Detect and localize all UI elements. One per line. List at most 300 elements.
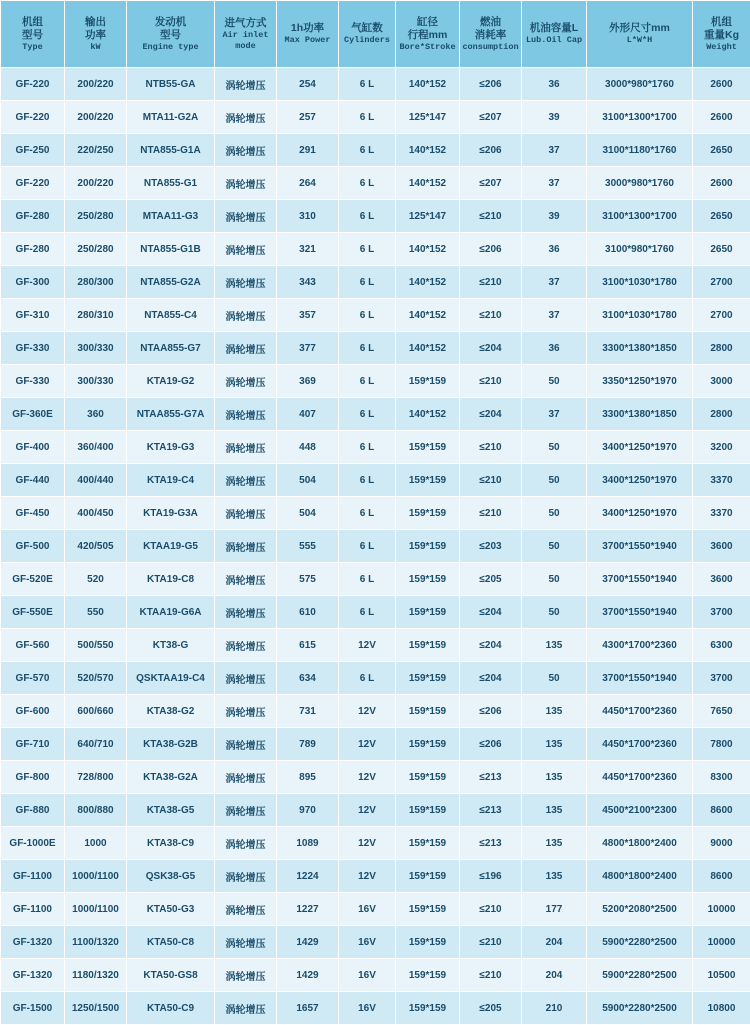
table-body (1, 68, 750, 1025)
cell-type: GF-330 (1, 365, 65, 398)
table-row (1, 893, 750, 926)
cell-engine-type: QSKTAA19-C4 (127, 662, 215, 695)
cell-bore-stroke: 140*152 (396, 299, 460, 332)
cell-output-power: 360/400 (65, 431, 127, 464)
cell-air-inlet-mode: 涡轮增压 (215, 68, 277, 101)
cell-type: GF-570 (1, 662, 65, 695)
cell-air-inlet-mode: 涡轮增压 (215, 530, 277, 563)
cell-max-power: 407 (277, 398, 339, 431)
table-row (1, 398, 750, 431)
column-header-air-inlet-mode (215, 1, 277, 68)
cell-weight: 3600 (693, 563, 750, 596)
cell-air-inlet-mode: 涡轮增压 (215, 299, 277, 332)
table-row (1, 530, 750, 563)
cell-bore-stroke: 140*152 (396, 233, 460, 266)
cell-dimensions: 3350*1250*1970 (587, 365, 693, 398)
cell-dimensions: 3700*1550*1940 (587, 662, 693, 695)
cell-weight: 7650 (693, 695, 750, 728)
cell-air-inlet-mode: 涡轮增压 (215, 266, 277, 299)
cell-cylinders: 12V (339, 827, 396, 860)
cell-bore-stroke: 159*159 (396, 827, 460, 860)
cell-cylinders: 16V (339, 893, 396, 926)
cell-air-inlet-mode: 涡轮增压 (215, 167, 277, 200)
column-header-lube-oil-capacity (522, 1, 587, 68)
cell-max-power: 895 (277, 761, 339, 794)
table-row (1, 431, 750, 464)
cell-type: GF-710 (1, 728, 65, 761)
cell-dimensions: 4300*1700*2360 (587, 629, 693, 662)
table-row (1, 299, 750, 332)
cell-fuel-consumption: ≤204 (460, 662, 522, 695)
cell-max-power: 254 (277, 68, 339, 101)
cell-lube-oil-capacity: 37 (522, 398, 587, 431)
cell-weight: 6300 (693, 629, 750, 662)
column-header-weight (693, 1, 750, 68)
cell-output-power: 360 (65, 398, 127, 431)
cell-bore-stroke: 159*159 (396, 464, 460, 497)
cell-dimensions: 3100*1180*1760 (587, 134, 693, 167)
cell-type: GF-1320 (1, 959, 65, 992)
cell-lube-oil-capacity: 135 (522, 761, 587, 794)
header-cn-line2: 重量Kg (694, 29, 749, 42)
cell-lube-oil-capacity: 37 (522, 266, 587, 299)
cell-dimensions: 4800*1800*2400 (587, 827, 693, 860)
header-cn-line1: 输出 (66, 16, 125, 29)
cell-bore-stroke: 140*152 (396, 134, 460, 167)
cell-cylinders: 6 L (339, 299, 396, 332)
header-cn-line1: 1h功率 (278, 22, 337, 35)
cell-type: GF-330 (1, 332, 65, 365)
cell-cylinders: 6 L (339, 68, 396, 101)
cell-air-inlet-mode: 涡轮增压 (215, 233, 277, 266)
table-row (1, 200, 750, 233)
header-en: Weight (694, 42, 749, 53)
cell-fuel-consumption: ≤210 (460, 299, 522, 332)
cell-dimensions: 4450*1700*2360 (587, 728, 693, 761)
header-en: L*W*H (588, 35, 691, 46)
cell-fuel-consumption: ≤196 (460, 860, 522, 893)
cell-air-inlet-mode: 涡轮增压 (215, 596, 277, 629)
cell-dimensions: 3100*1030*1780 (587, 266, 693, 299)
cell-engine-type: NTA855-G1B (127, 233, 215, 266)
column-header-fuel-consumption (460, 1, 522, 68)
cell-engine-type: KTA19-C4 (127, 464, 215, 497)
cell-weight: 3700 (693, 596, 750, 629)
header-cn-line1: 进气方式 (216, 17, 275, 30)
cell-lube-oil-capacity: 36 (522, 332, 587, 365)
cell-cylinders: 6 L (339, 464, 396, 497)
table-row (1, 497, 750, 530)
cell-lube-oil-capacity: 37 (522, 299, 587, 332)
cell-lube-oil-capacity: 135 (522, 794, 587, 827)
header-en: kW (66, 42, 125, 53)
cell-engine-type: KTA50-GS8 (127, 959, 215, 992)
column-header-max-power (277, 1, 339, 68)
cell-bore-stroke: 159*159 (396, 893, 460, 926)
cell-max-power: 321 (277, 233, 339, 266)
cell-max-power: 343 (277, 266, 339, 299)
column-header-engine-type (127, 1, 215, 68)
cell-output-power: 250/280 (65, 233, 127, 266)
cell-bore-stroke: 140*152 (396, 398, 460, 431)
cell-air-inlet-mode: 涡轮增压 (215, 827, 277, 860)
cell-lube-oil-capacity: 177 (522, 893, 587, 926)
cell-type: GF-1100 (1, 893, 65, 926)
header-cn-line2: 功率 (66, 29, 125, 42)
cell-dimensions: 4800*1800*2400 (587, 860, 693, 893)
cell-air-inlet-mode: 涡轮增压 (215, 134, 277, 167)
cell-lube-oil-capacity: 50 (522, 563, 587, 596)
cell-weight: 9000 (693, 827, 750, 860)
cell-dimensions: 3000*980*1760 (587, 68, 693, 101)
cell-weight: 10800 (693, 992, 750, 1025)
cell-fuel-consumption: ≤206 (460, 728, 522, 761)
table-row (1, 695, 750, 728)
cell-output-power: 200/220 (65, 167, 127, 200)
cell-dimensions: 3300*1380*1850 (587, 332, 693, 365)
table-row (1, 926, 750, 959)
cell-type: GF-440 (1, 464, 65, 497)
cell-output-power: 400/450 (65, 497, 127, 530)
table-row (1, 761, 750, 794)
header-cn-line2: 型号 (128, 29, 213, 42)
header-cn-line1: 燃油 (461, 16, 520, 29)
cell-fuel-consumption: ≤210 (460, 893, 522, 926)
cell-engine-type: KTA19-G2 (127, 365, 215, 398)
cell-max-power: 970 (277, 794, 339, 827)
cell-weight: 8600 (693, 860, 750, 893)
cell-weight: 2600 (693, 101, 750, 134)
cell-output-power: 520 (65, 563, 127, 596)
cell-air-inlet-mode: 涡轮增压 (215, 728, 277, 761)
cell-fuel-consumption: ≤213 (460, 794, 522, 827)
cell-lube-oil-capacity: 36 (522, 233, 587, 266)
table-row (1, 992, 750, 1025)
cell-bore-stroke: 159*159 (396, 596, 460, 629)
cell-max-power: 504 (277, 497, 339, 530)
table-row (1, 464, 750, 497)
table-row (1, 629, 750, 662)
header-en: Max Power (278, 35, 337, 46)
cell-dimensions: 3100*1030*1780 (587, 299, 693, 332)
cell-bore-stroke: 159*159 (396, 959, 460, 992)
cell-engine-type: KTA19-C8 (127, 563, 215, 596)
table-head (1, 1, 750, 68)
cell-weight: 10000 (693, 893, 750, 926)
cell-type: GF-280 (1, 233, 65, 266)
cell-air-inlet-mode: 涡轮增压 (215, 761, 277, 794)
cell-engine-type: KTA38-G2A (127, 761, 215, 794)
cell-max-power: 1227 (277, 893, 339, 926)
cell-engine-type: KTA19-G3 (127, 431, 215, 464)
cell-cylinders: 16V (339, 992, 396, 1025)
cell-dimensions: 3700*1550*1940 (587, 596, 693, 629)
cell-weight: 3700 (693, 662, 750, 695)
cell-bore-stroke: 159*159 (396, 662, 460, 695)
column-header-dimensions (587, 1, 693, 68)
cell-fuel-consumption: ≤204 (460, 629, 522, 662)
cell-fuel-consumption: ≤210 (460, 959, 522, 992)
column-header-bore-stroke (396, 1, 460, 68)
cell-bore-stroke: 125*147 (396, 200, 460, 233)
cell-type: GF-310 (1, 299, 65, 332)
header-en: Type (2, 42, 63, 53)
table-row (1, 101, 750, 134)
cell-output-power: 1180/1320 (65, 959, 127, 992)
cell-lube-oil-capacity: 50 (522, 662, 587, 695)
cell-air-inlet-mode: 涡轮增压 (215, 860, 277, 893)
cell-fuel-consumption: ≤206 (460, 695, 522, 728)
cell-fuel-consumption: ≤204 (460, 332, 522, 365)
table-row (1, 563, 750, 596)
cell-dimensions: 5200*2080*2500 (587, 893, 693, 926)
cell-weight: 2700 (693, 299, 750, 332)
cell-output-power: 400/440 (65, 464, 127, 497)
cell-engine-type: NTA855-G2A (127, 266, 215, 299)
cell-cylinders: 12V (339, 695, 396, 728)
cell-fuel-consumption: ≤206 (460, 233, 522, 266)
cell-engine-type: NTA855-G1A (127, 134, 215, 167)
header-cn-line1: 气缸数 (340, 22, 394, 35)
cell-cylinders: 12V (339, 794, 396, 827)
cell-max-power: 504 (277, 464, 339, 497)
cell-output-power: 600/660 (65, 695, 127, 728)
cell-weight: 2650 (693, 233, 750, 266)
cell-max-power: 1089 (277, 827, 339, 860)
header-cn-line2: 型号 (2, 29, 63, 42)
cell-cylinders: 12V (339, 629, 396, 662)
cell-fuel-consumption: ≤210 (460, 926, 522, 959)
cell-dimensions: 3400*1250*1970 (587, 497, 693, 530)
cell-engine-type: KTA38-G2 (127, 695, 215, 728)
cell-lube-oil-capacity: 135 (522, 860, 587, 893)
cell-fuel-consumption: ≤205 (460, 992, 522, 1025)
cell-output-power: 420/505 (65, 530, 127, 563)
cell-type: GF-450 (1, 497, 65, 530)
cell-lube-oil-capacity: 210 (522, 992, 587, 1025)
cell-engine-type: NTA855-C4 (127, 299, 215, 332)
cell-output-power: 500/550 (65, 629, 127, 662)
cell-engine-type: KTA38-C9 (127, 827, 215, 860)
cell-engine-type: KTAA19-G6A (127, 596, 215, 629)
cell-engine-type: QSK38-G5 (127, 860, 215, 893)
cell-dimensions: 5900*2280*2500 (587, 926, 693, 959)
cell-output-power: 550 (65, 596, 127, 629)
cell-type: GF-600 (1, 695, 65, 728)
cell-bore-stroke: 159*159 (396, 794, 460, 827)
cell-lube-oil-capacity: 37 (522, 134, 587, 167)
cell-output-power: 220/250 (65, 134, 127, 167)
cell-weight: 2650 (693, 200, 750, 233)
cell-bore-stroke: 140*152 (396, 332, 460, 365)
cell-max-power: 264 (277, 167, 339, 200)
cell-type: GF-1500 (1, 992, 65, 1025)
table-row (1, 794, 750, 827)
cell-cylinders: 12V (339, 761, 396, 794)
cell-dimensions: 3100*1300*1700 (587, 101, 693, 134)
cell-cylinders: 6 L (339, 398, 396, 431)
cell-dimensions: 3400*1250*1970 (587, 464, 693, 497)
cell-output-power: 1100/1320 (65, 926, 127, 959)
cell-dimensions: 3400*1250*1970 (587, 431, 693, 464)
cell-air-inlet-mode: 涡轮增压 (215, 992, 277, 1025)
cell-dimensions: 3300*1380*1850 (587, 398, 693, 431)
cell-type: GF-220 (1, 101, 65, 134)
cell-bore-stroke: 159*159 (396, 992, 460, 1025)
cell-type: GF-500 (1, 530, 65, 563)
table-row (1, 827, 750, 860)
header-en: consumption (461, 42, 520, 53)
cell-engine-type: KTA38-G2B (127, 728, 215, 761)
cell-engine-type: KTA50-C9 (127, 992, 215, 1025)
cell-max-power: 1224 (277, 860, 339, 893)
cell-engine-type: KTA38-G5 (127, 794, 215, 827)
cell-type: GF-1000E (1, 827, 65, 860)
cell-max-power: 369 (277, 365, 339, 398)
cell-max-power: 555 (277, 530, 339, 563)
cell-bore-stroke: 159*159 (396, 629, 460, 662)
cell-cylinders: 6 L (339, 332, 396, 365)
column-header-output-power (65, 1, 127, 68)
cell-fuel-consumption: ≤204 (460, 596, 522, 629)
cell-lube-oil-capacity: 135 (522, 827, 587, 860)
cell-max-power: 257 (277, 101, 339, 134)
cell-fuel-consumption: ≤207 (460, 101, 522, 134)
column-header-cylinders (339, 1, 396, 68)
cell-type: GF-300 (1, 266, 65, 299)
cell-engine-type: NTA855-G1 (127, 167, 215, 200)
cell-output-power: 800/880 (65, 794, 127, 827)
cell-weight: 8600 (693, 794, 750, 827)
cell-max-power: 610 (277, 596, 339, 629)
cell-type: GF-360E (1, 398, 65, 431)
cell-fuel-consumption: ≤210 (460, 266, 522, 299)
table-row (1, 167, 750, 200)
cell-air-inlet-mode: 涡轮增压 (215, 794, 277, 827)
cell-output-power: 1000/1100 (65, 893, 127, 926)
cell-weight: 10500 (693, 959, 750, 992)
cell-bore-stroke: 159*159 (396, 530, 460, 563)
cell-bore-stroke: 159*159 (396, 431, 460, 464)
header-en: Bore*Stroke (397, 42, 458, 53)
header-en: Lub.Oil Cap (523, 35, 585, 46)
cell-weight: 3370 (693, 464, 750, 497)
cell-cylinders: 6 L (339, 134, 396, 167)
cell-dimensions: 3100*1300*1700 (587, 200, 693, 233)
cell-engine-type: MTAA11-G3 (127, 200, 215, 233)
cell-output-power: 728/800 (65, 761, 127, 794)
cell-air-inlet-mode: 涡轮增压 (215, 398, 277, 431)
cell-cylinders: 6 L (339, 662, 396, 695)
cell-max-power: 731 (277, 695, 339, 728)
cell-cylinders: 6 L (339, 101, 396, 134)
cell-weight: 3600 (693, 530, 750, 563)
cell-weight: 2700 (693, 266, 750, 299)
header-cn-line1: 机油容量L (523, 22, 585, 35)
cell-weight: 2800 (693, 332, 750, 365)
header-cn-line1: 外形尺寸mm (588, 22, 691, 35)
cell-fuel-consumption: ≤206 (460, 68, 522, 101)
cell-lube-oil-capacity: 204 (522, 926, 587, 959)
cell-cylinders: 6 L (339, 167, 396, 200)
cell-engine-type: KTA50-G3 (127, 893, 215, 926)
cell-dimensions: 3100*980*1760 (587, 233, 693, 266)
cell-engine-type: NTAA855-G7 (127, 332, 215, 365)
cell-bore-stroke: 125*147 (396, 101, 460, 134)
cell-air-inlet-mode: 涡轮增压 (215, 662, 277, 695)
cell-weight: 8300 (693, 761, 750, 794)
cell-air-inlet-mode: 涡轮增压 (215, 893, 277, 926)
cell-lube-oil-capacity: 50 (522, 596, 587, 629)
cell-engine-type: KTA19-G3A (127, 497, 215, 530)
cell-max-power: 1429 (277, 959, 339, 992)
header-cn-line1: 机组 (2, 16, 63, 29)
cell-max-power: 1429 (277, 926, 339, 959)
cell-cylinders: 12V (339, 728, 396, 761)
cell-air-inlet-mode: 涡轮增压 (215, 497, 277, 530)
cell-cylinders: 6 L (339, 365, 396, 398)
cell-bore-stroke: 159*159 (396, 365, 460, 398)
table-row (1, 728, 750, 761)
cell-output-power: 250/280 (65, 200, 127, 233)
cell-lube-oil-capacity: 50 (522, 530, 587, 563)
cell-max-power: 310 (277, 200, 339, 233)
cell-output-power: 1000/1100 (65, 860, 127, 893)
cell-engine-type: MTA11-G2A (127, 101, 215, 134)
table-row (1, 68, 750, 101)
cell-fuel-consumption: ≤207 (460, 167, 522, 200)
header-en: Cylinders (340, 35, 394, 46)
cell-bore-stroke: 140*152 (396, 167, 460, 200)
cell-cylinders: 6 L (339, 530, 396, 563)
cell-output-power: 300/330 (65, 332, 127, 365)
header-cn-line1: 发动机 (128, 16, 213, 29)
cell-lube-oil-capacity: 37 (522, 167, 587, 200)
cell-max-power: 357 (277, 299, 339, 332)
table-row (1, 365, 750, 398)
cell-type: GF-560 (1, 629, 65, 662)
header-row (1, 1, 750, 68)
cell-output-power: 300/330 (65, 365, 127, 398)
header-cn-line1: 机组 (694, 16, 749, 29)
cell-fuel-consumption: ≤204 (460, 398, 522, 431)
cell-cylinders: 6 L (339, 266, 396, 299)
table-row (1, 596, 750, 629)
cell-cylinders: 6 L (339, 431, 396, 464)
cell-engine-type: NTB55-GA (127, 68, 215, 101)
cell-weight: 3200 (693, 431, 750, 464)
header-cn-line1: 缸径 (397, 16, 458, 29)
cell-lube-oil-capacity: 39 (522, 200, 587, 233)
cell-cylinders: 6 L (339, 497, 396, 530)
cell-cylinders: 16V (339, 959, 396, 992)
cell-fuel-consumption: ≤203 (460, 530, 522, 563)
cell-output-power: 1000 (65, 827, 127, 860)
header-cn-line2: 消耗率 (461, 29, 520, 42)
cell-fuel-consumption: ≤210 (460, 464, 522, 497)
table-row (1, 233, 750, 266)
cell-weight: 2600 (693, 167, 750, 200)
cell-weight: 3000 (693, 365, 750, 398)
cell-fuel-consumption: ≤213 (460, 827, 522, 860)
cell-max-power: 575 (277, 563, 339, 596)
cell-air-inlet-mode: 涡轮增压 (215, 926, 277, 959)
cell-max-power: 448 (277, 431, 339, 464)
cell-output-power: 280/310 (65, 299, 127, 332)
cell-bore-stroke: 159*159 (396, 695, 460, 728)
cell-type: GF-800 (1, 761, 65, 794)
cell-bore-stroke: 159*159 (396, 761, 460, 794)
